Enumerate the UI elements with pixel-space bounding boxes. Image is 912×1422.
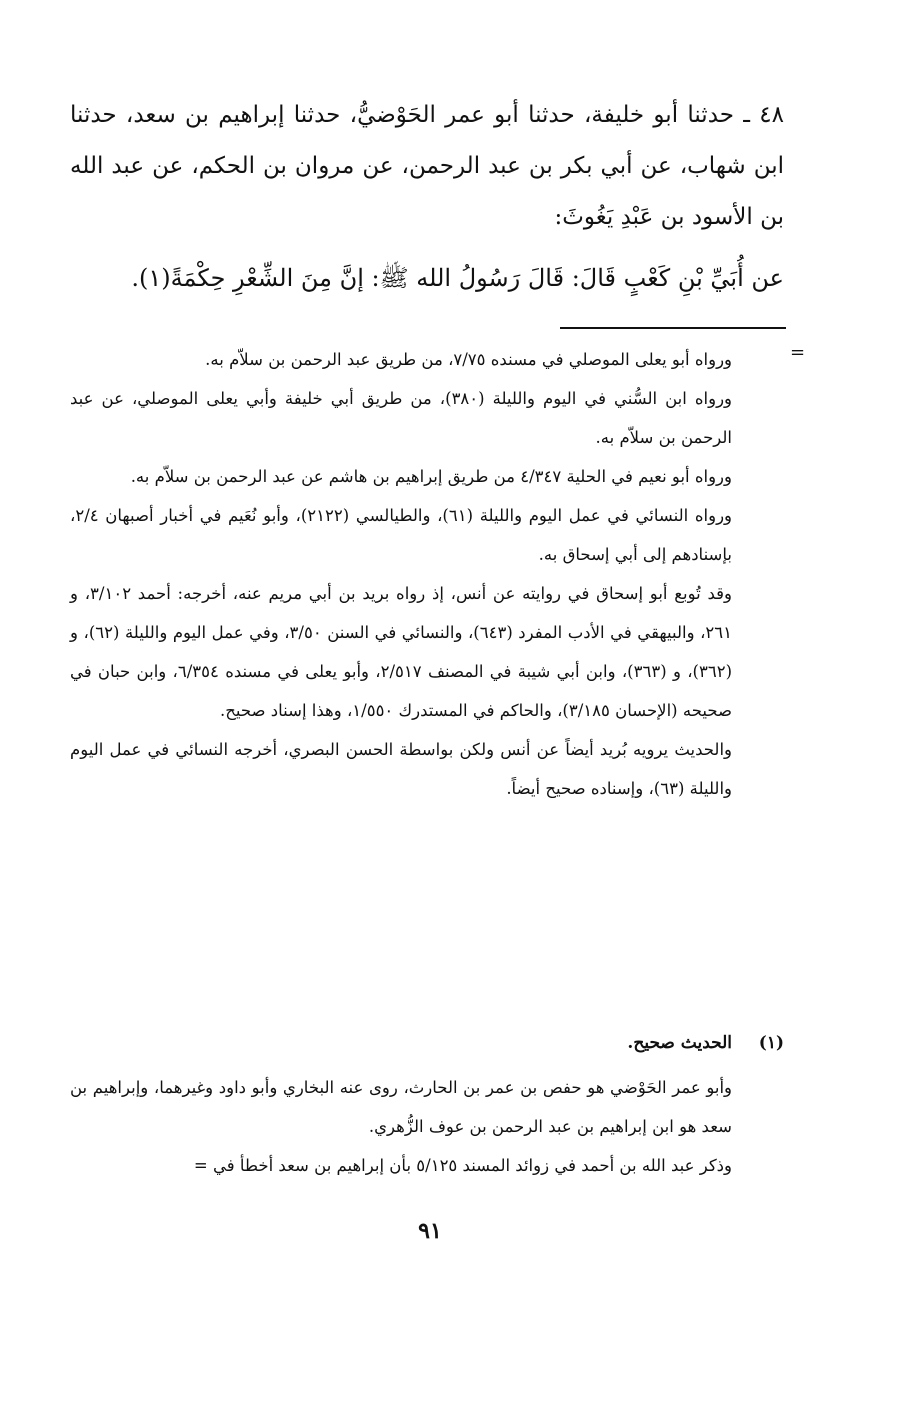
footnote-1-heading (70, 1024, 784, 1063)
footnote-number: (١) (758, 1033, 784, 1053)
footnotes-continued (70, 340, 732, 808)
footnote-line: والحديث يرويه بُريد أيضاً عن أنس ولكن بواسطة الحسن البصري، أخرجه النسائي في عمل اليوم والليلة (٦٣)، وإسناده صحيح أيضاً. (70, 740, 732, 798)
footnote-title: الحديث صحيح. (627, 1033, 732, 1053)
footnote-line: وذكر عبد الله بن أحمد في زوائد المسند ٥/١٢٥ بأن إبراهيم بن سعد أخطأ في = (193, 1156, 732, 1175)
footnote-line: ورواه النسائي في عمل اليوم والليلة (٦١)، والطيالسي (٢١٢٢)، وأبو نُعَيم في أخبار أصبهان ٢/٤، بإسنادهم إلى أبي إسحاق به. (70, 506, 733, 564)
page-number: ٩١ (418, 1218, 442, 1244)
hadith-matn: عن أُبَيِّ بْنِ كَعْبٍ قَالَ: قَالَ رَسُولُ الله ﷺ: إنَّ مِنَ الشِّعْرِ حِكْمَةً(١). (131, 264, 784, 292)
footnote-line: وقد تُوبع أبو إسحاق في روايته عن أنس، إذ رواه بريد بن أبي مريم عنه، أخرجه: أحمد ٣/١٠٢، و ٢٦١، والبيهقي في الأدب المفرد (٦٤٣)، والنسائي في السنن ٣/٥٠، وفي عمل اليوم والليلة (٦٢)، و (٣٦٢)، و (٣٦٣)، وابن أبي شيبة في المصنف ٢/٥١٧، وأبو يعلى في مسنده ٦/٣٥٤، وابن حبان في صحيحه (الإحسان ٣/١٨٥)، والحاكم في المستدرك ١/٥٥٠، وهذا إسناد صحيح. (70, 584, 733, 720)
hadith-isnad-paragraph (70, 90, 784, 243)
footnote-1-body (70, 1068, 732, 1185)
footnote-line: وأبو عمر الحَوْضي هو حفص بن عمر بن الحارث، روى عنه البخاري وأبو داود وغيرهما، وإبراهيم بن سعد هو ابن إبراهيم بن عبد الرحمن بن عوف الزُّهري. (70, 1078, 732, 1136)
footnote-line: ورواه أبو نعيم في الحلية ٤/٣٤٧ من طريق إبراهيم بن هاشم عن عبد الرحمن بن سلاّم به. (130, 467, 732, 486)
footnote-separator (560, 327, 786, 329)
footnote-line: ورواه ابن السُّني في اليوم والليلة (٣٨٠)، من طريق أبي خليفة وأبي يعلى الموصلي، عن عبد الرحمن بن سلاّم به. (70, 389, 733, 447)
isnad-text: ٤٨ ـ حدثنا أبو خليفة، حدثنا أبو عمر الحَوْضيُّ، حدثنا إبراهيم بن سعد، حدثنا ابن شهاب، عن أبي بكر بن عبد الرحمن، عن مروان بن الحكم، عن عبد الله بن الأسود بن عَبْدِ يَغُوثَ: (70, 102, 784, 230)
continuation-marker: = (790, 342, 806, 363)
footnote-line: ورواه أبو يعلى الموصلي في مسنده ٧/٧٥، من طريق عبد الرحمن بن سلاّم به. (205, 350, 732, 369)
